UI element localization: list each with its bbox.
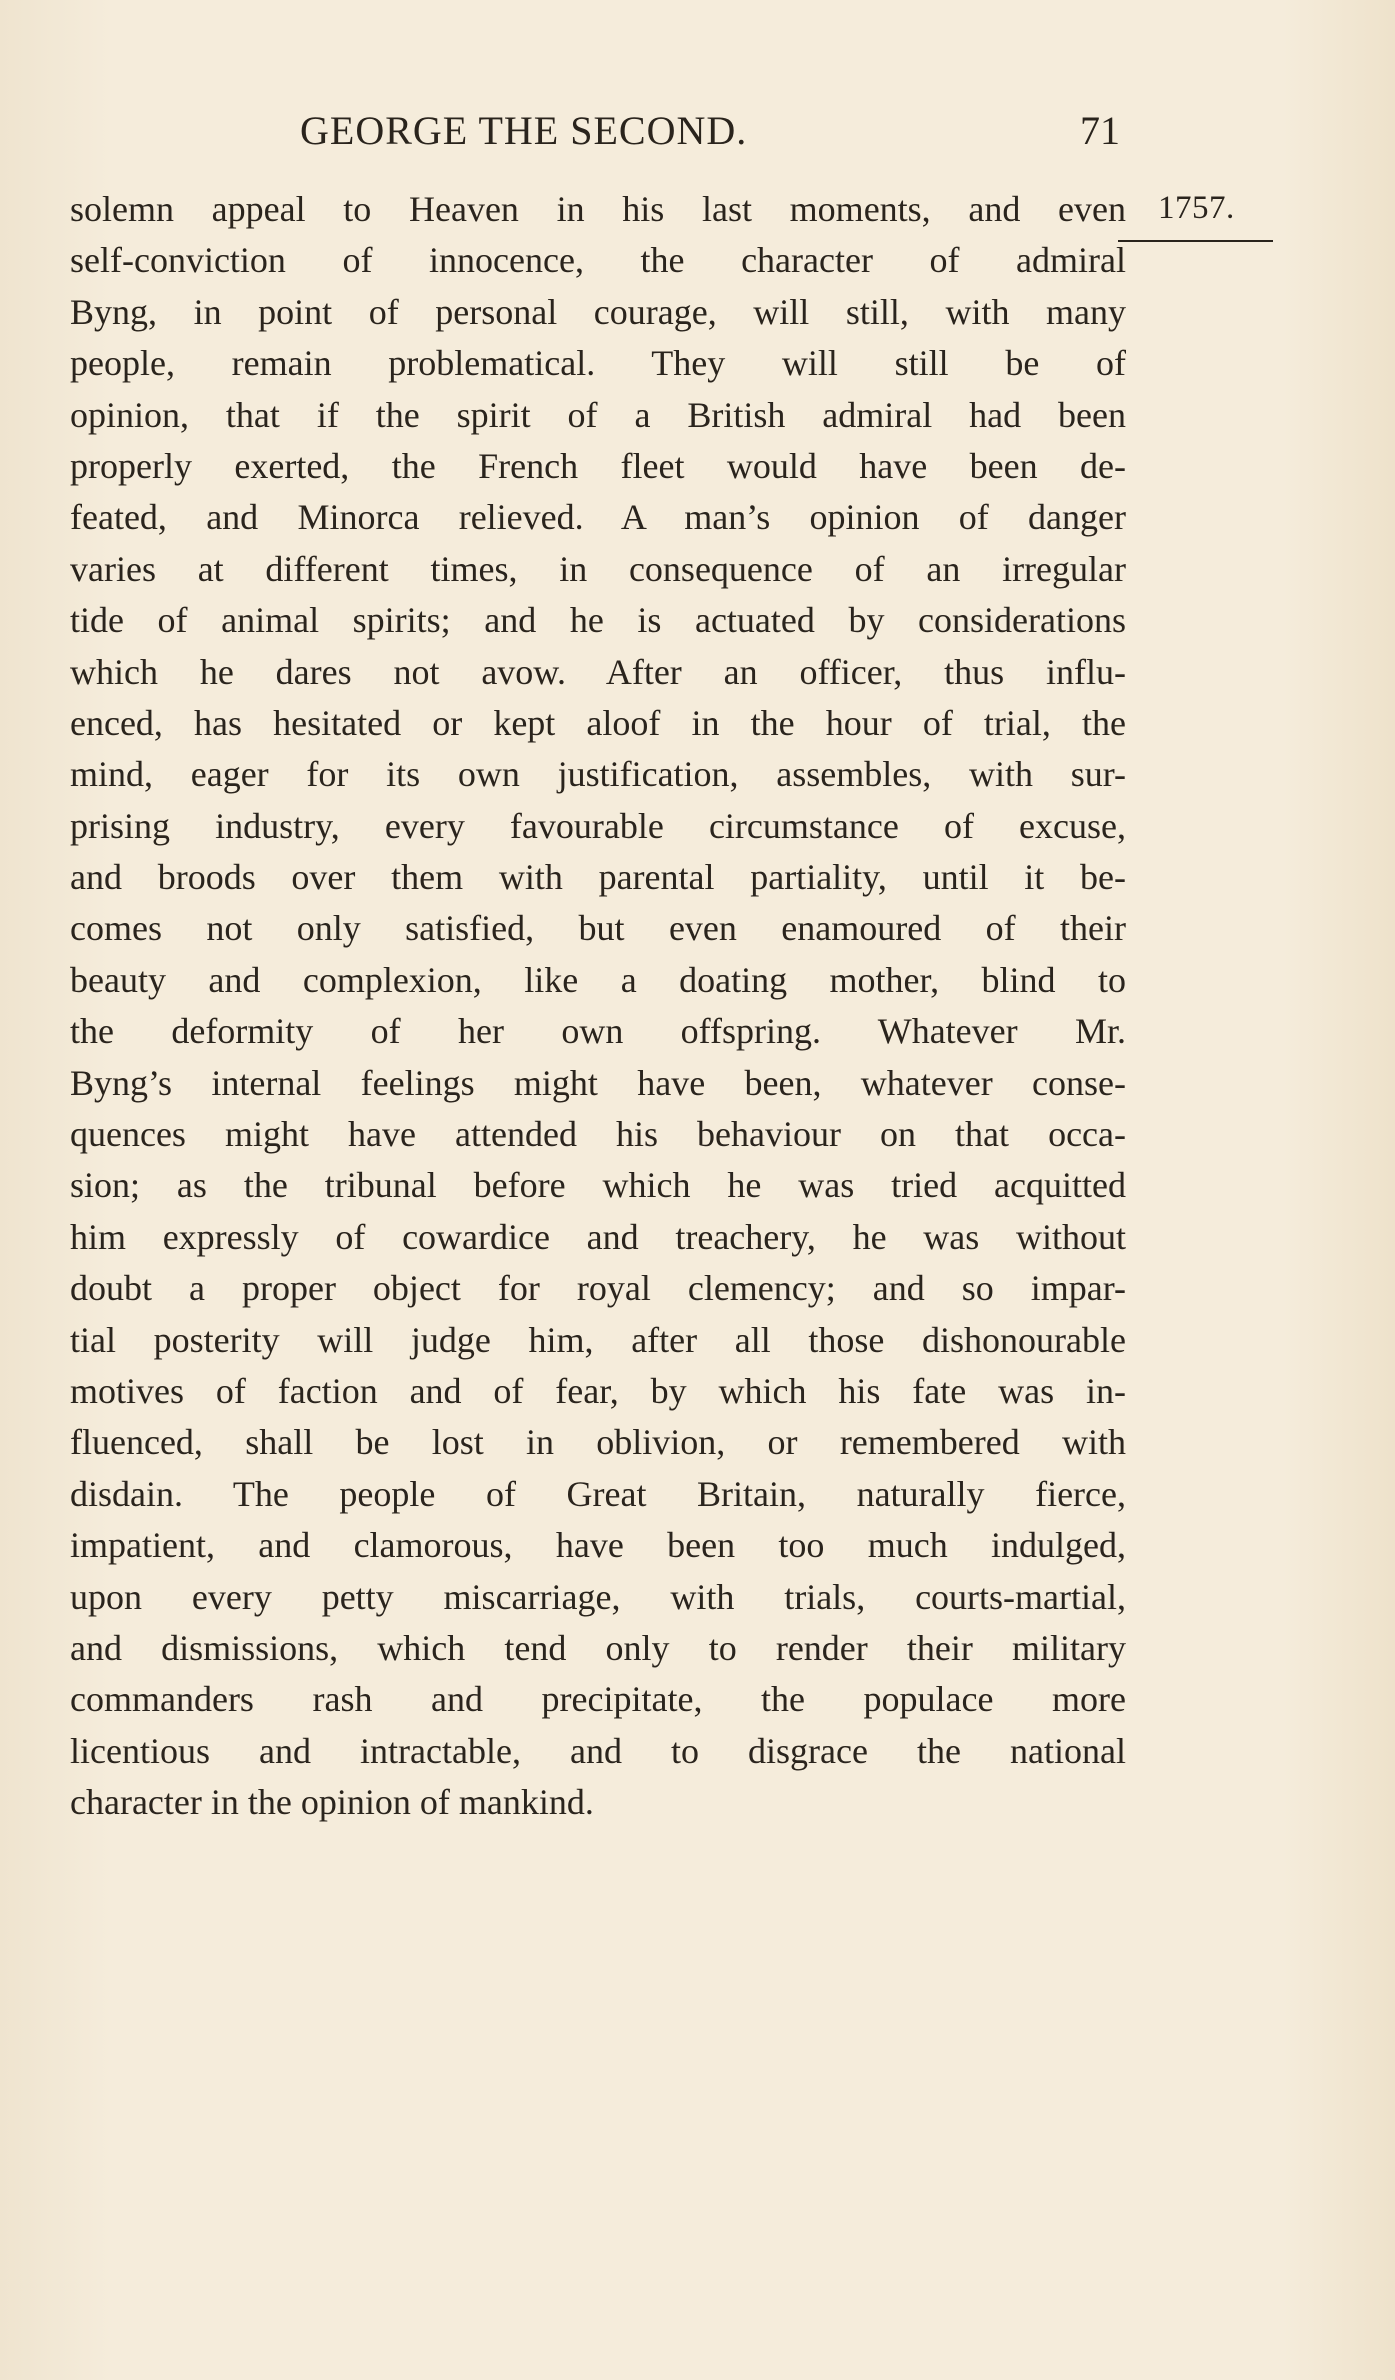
text-line: self-conviction of innocence, the character of admiral [70,240,1126,281]
text-line: Byng’s internal feelings might have been, whatever conse- [70,1062,1126,1103]
text-line: tial posterity will judge him, after all those dishonourable [70,1319,1126,1360]
text-line: opinion, that if the spirit of a British admiral had been [70,394,1126,435]
running-head [300,106,1120,156]
text-line: quences might have attended his behaviour on that occa- [70,1114,1126,1155]
text-line: doubt a proper object for royal clemency; and so impar- [70,1268,1126,1309]
text-line: properly exerted, the French fleet would have been de- [70,445,1126,486]
text-line: enced, has hesitated or kept aloof in the hour of trial, the [70,702,1126,743]
page-number: 71 [1080,108,1120,153]
text-line: upon every petty miscarriage, with trials, courts-martial, [70,1576,1126,1617]
text-line: motives of faction and of fear, by which his fate was in- [70,1370,1126,1411]
text-line: disdain. The people of Great Britain, naturally fierce, [70,1473,1126,1514]
text-line: comes not only satisfied, but even enamoured of their [70,908,1126,949]
text-line: Byng, in point of personal courage, will still, with many [70,291,1126,332]
text-line: prising industry, every favourable circumstance of excuse, [70,805,1126,846]
margin-rule [1118,240,1273,242]
text-line: him expressly of cowardice and treachery, he was without [70,1216,1126,1257]
text-line: varies at different times, in consequence of an irregular [70,548,1126,589]
text-line: and dismissions, which tend only to render their military [70,1627,1126,1668]
text-line: sion; as the tribunal before which he was tried acquitted [70,1165,1126,1206]
margin-year-note: 1757. [1158,190,1235,226]
text-line: feated, and Minorca relieved. A man’s opinion of danger [70,497,1126,538]
text-line: commanders rash and precipitate, the populace more [70,1679,1126,1720]
text-line: and broods over them with parental partiality, until it be- [70,857,1126,898]
text-line: people, remain problematical. They will still be of [70,343,1126,384]
running-title: GEORGE THE SECOND. [300,108,748,153]
text-line: tide of animal spirits; and he is actuated by considerations [70,600,1126,641]
text-line: beauty and complexion, like a doating mother, blind to [70,959,1126,1000]
body-text [70,184,1126,1829]
text-line: fluenced, shall be lost in oblivion, or remembered with [70,1422,1126,1463]
text-line: the deformity of her own offspring. Whatever Mr. [70,1011,1126,1052]
text-line: licentious and intractable, and to disgrace the national [70,1730,1126,1771]
text-line: solemn appeal to Heaven in his last moments, and even [70,189,1126,229]
text-line: which he dares not avow. After an officer, thus influ- [70,651,1126,692]
text-line: mind, eager for its own justification, assembles, with sur- [70,754,1126,795]
text-line: impatient, and clamorous, have been too much indulged, [70,1525,1126,1566]
text-line: character in the opinion of mankind. [70,1782,594,1823]
